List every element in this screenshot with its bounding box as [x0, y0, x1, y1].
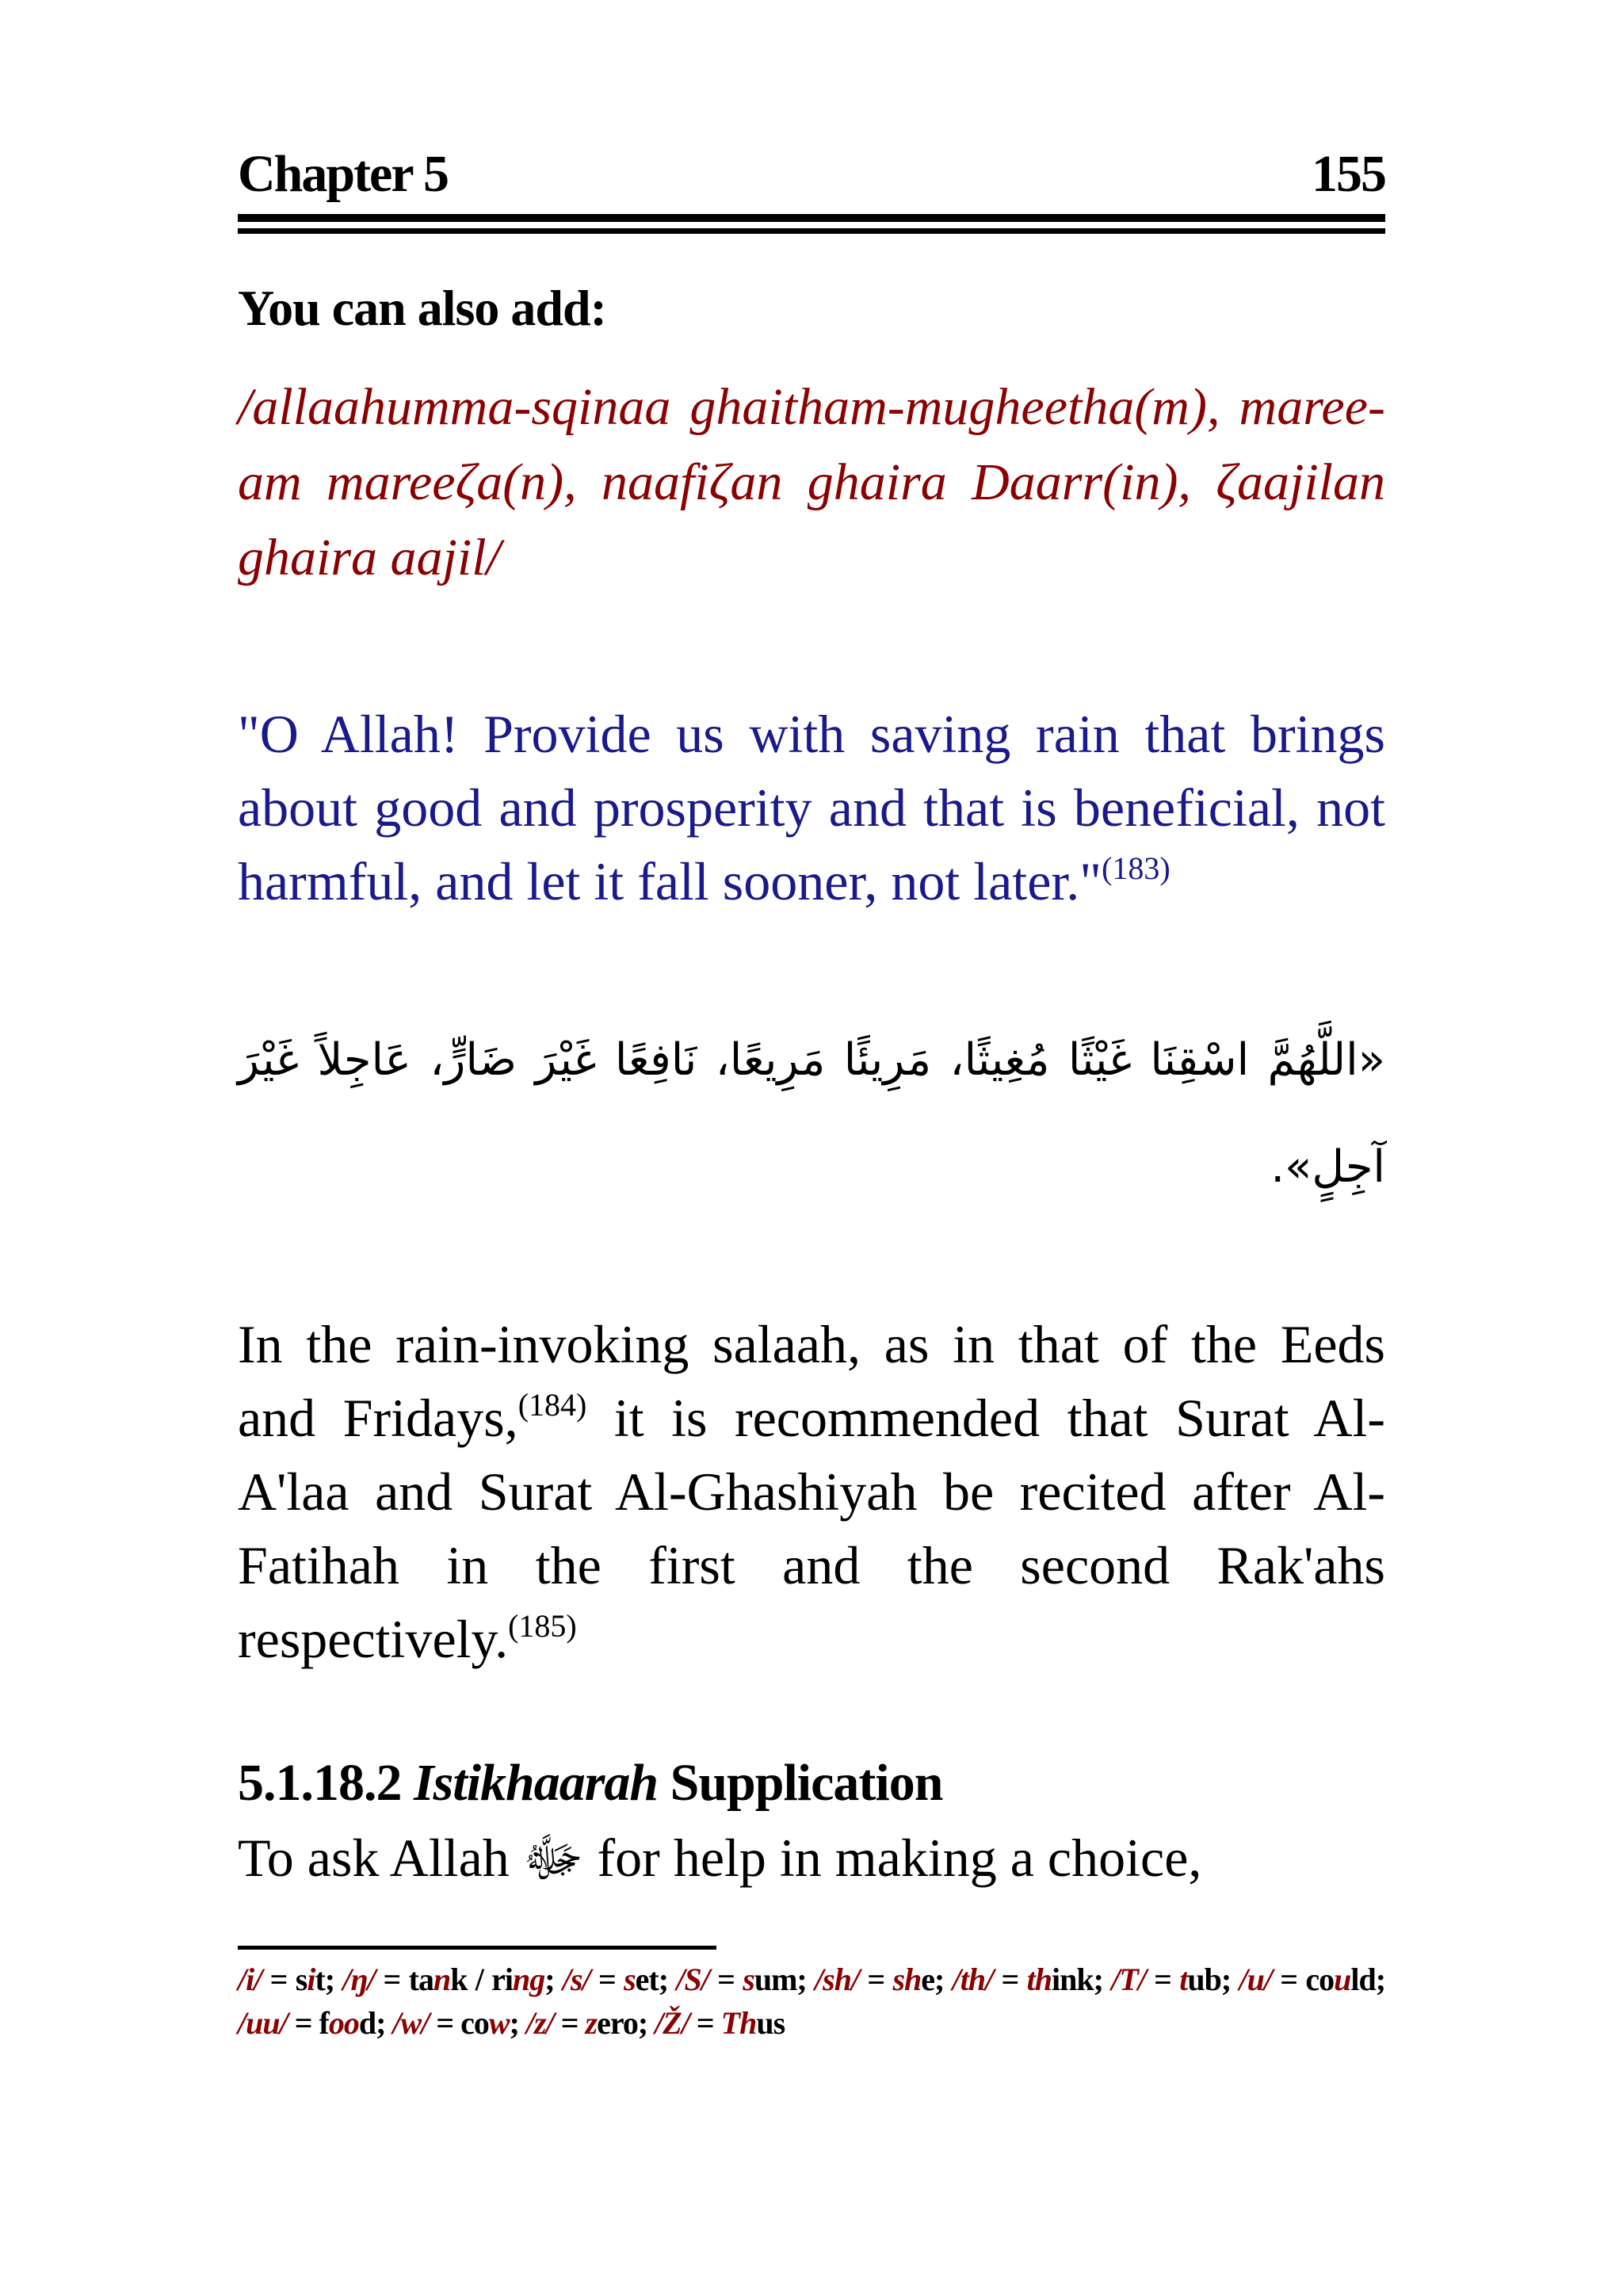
translation-text: "O Allah! Provide us with saving rain that brings about good and prosperity and that is beneficial, not harmful, and let it fall sooner, not later.": [238, 704, 1385, 911]
key-symbol: /S/: [676, 1962, 709, 1997]
page-header: [238, 144, 1385, 208]
key-word-highlight: u: [1334, 1962, 1351, 1997]
key-word-highlight: n: [433, 1962, 451, 1997]
key-word-post: t;: [315, 1962, 343, 1997]
paragraph-part-1: In the rain-invoking salaah, as in that of the Eeds and Fridays,: [238, 1314, 1385, 1448]
section-title-italic: Istikhaarah: [414, 1754, 659, 1812]
key-word-highlight: sh: [892, 1962, 922, 1997]
key-symbol: /z/: [525, 2005, 554, 2041]
key-word-highlight: w: [488, 2005, 510, 2041]
key-symbol: /i/: [238, 1962, 262, 1997]
key-word-post: k / ri: [450, 1962, 514, 1997]
translation-quote: [238, 697, 1385, 919]
key-word-post: ink;: [1051, 1962, 1112, 1997]
key-word-post: et;: [635, 1962, 677, 1997]
section-number: 5.1.18.2: [238, 1754, 402, 1812]
key-entry: [815, 1962, 953, 1997]
key-word-highlight: oo: [328, 2005, 359, 2041]
footnote-ref-183: (183): [1102, 850, 1170, 886]
key-word-post: ld;: [1350, 1962, 1386, 1997]
key-equals: =: [287, 2005, 319, 2041]
key-word-pre: ta: [408, 1962, 433, 1997]
key-word-pre: co: [460, 2005, 489, 2041]
key-equals: =: [590, 1962, 624, 1997]
key-symbol: /th/: [952, 1962, 994, 1997]
subheading: You can also add:: [238, 280, 606, 336]
key-word-highlight: z: [585, 2005, 598, 2041]
key-entry: [655, 2005, 785, 2041]
key-word-post: e;: [921, 1962, 953, 1997]
key-word-post: ;: [509, 2005, 526, 2041]
key-equals: =: [859, 1962, 893, 1997]
footnote-rule: [238, 1946, 716, 1950]
key-entry: [513, 1962, 563, 1997]
key-equals: =: [1272, 1962, 1306, 1997]
key-word-pre: co: [1305, 1962, 1335, 1997]
key-word-post: ;: [544, 1962, 563, 1997]
key-symbol: /T/: [1111, 1962, 1146, 1997]
key-entry: [238, 2005, 392, 2041]
key-equals: =: [993, 1962, 1027, 1997]
key-entry: [1111, 1962, 1239, 1997]
key-equals: =: [553, 2005, 586, 2041]
key-entry: [953, 1962, 1112, 1997]
footnote-ref-184: (184): [517, 1387, 587, 1423]
key-symbol: /sh/: [815, 1962, 860, 1997]
body-paragraph: [238, 1308, 1385, 1676]
chapter-title: Chapter 5: [238, 145, 448, 203]
arabic-supplication: «اللَّهُمَّ اسْقِنَا غَيْثًا مُغِيثًا، مَرِيئًا مَرِيعًا، نَافِعًا غَيْرَ ضَارٍّ، عَاجِلاً غَيْرَ آجِلٍ».: [238, 1034, 1385, 1193]
key-word-highlight: t: [1179, 1962, 1188, 1997]
header-rule-thick: [238, 214, 1385, 222]
section-heading: [238, 1753, 1385, 1813]
section-title-rest: Supplication: [658, 1754, 943, 1812]
key-word-post: d;: [358, 2005, 393, 2041]
key-word-highlight: s: [743, 1962, 754, 1997]
section-first-line: To ask Allah ﷻ for help in making a choice,: [238, 1828, 1202, 1888]
key-equals: =: [375, 1962, 409, 1997]
key-word-pre: s: [295, 1962, 307, 1997]
key-symbol: /u/: [1239, 1962, 1272, 1997]
transliteration: /allaahumma-sqinaa ghaitham-mugheetha(m), maree-am mareeζa(n), naafiζan ghaira Daarr(in), ζaajilan ghaira aajil/: [238, 378, 1385, 586]
page-number: 155: [1312, 145, 1385, 203]
key-symbol: /w/: [392, 2005, 430, 2041]
key-word-post: ub;: [1187, 1962, 1239, 1997]
key-entry: [1239, 1962, 1386, 1997]
key-entry: [392, 2005, 525, 2041]
key-equals: =: [708, 1962, 743, 1997]
key-word-highlight: s: [624, 1962, 636, 1997]
key-word-highlight: ng: [513, 1962, 545, 1997]
key-equals: =: [689, 2005, 721, 2041]
key-symbol: /Ž/: [655, 2005, 689, 2041]
paragraph-part-2: it is recommended that Surat Al-A'laa and Surat Al-Ghashiyah be recited after Al-Fatihah in the first and the second Rak'ahs respectively.: [238, 1388, 1385, 1669]
key-equals: =: [262, 1962, 296, 1997]
key-entry: [676, 1962, 815, 1997]
key-symbol: /ŋ/: [342, 1962, 376, 1997]
key-symbol: /s/: [562, 1962, 590, 1997]
key-entry: [563, 1962, 676, 1997]
key-word-post: ero;: [597, 2005, 655, 2041]
key-symbol: /uu/: [238, 2005, 288, 2041]
pronunciation-key: [238, 1958, 1385, 2045]
key-word-highlight: i: [307, 1962, 315, 1997]
key-word-highlight: th: [1026, 1962, 1052, 1997]
key-word-post: us: [756, 2005, 785, 2041]
key-word-pre: f: [319, 2005, 329, 2041]
key-entry: [238, 1962, 342, 1997]
key-entry: [342, 1962, 513, 1997]
key-equals: =: [1145, 1962, 1180, 1997]
footnote-ref-185: (185): [508, 1608, 577, 1644]
key-entry: [526, 2005, 655, 2041]
header-rule-thin: [238, 228, 1385, 234]
key-word-post: um;: [754, 1962, 815, 1997]
key-word-highlight: Th: [720, 2005, 757, 2041]
key-equals: =: [429, 2005, 461, 2041]
